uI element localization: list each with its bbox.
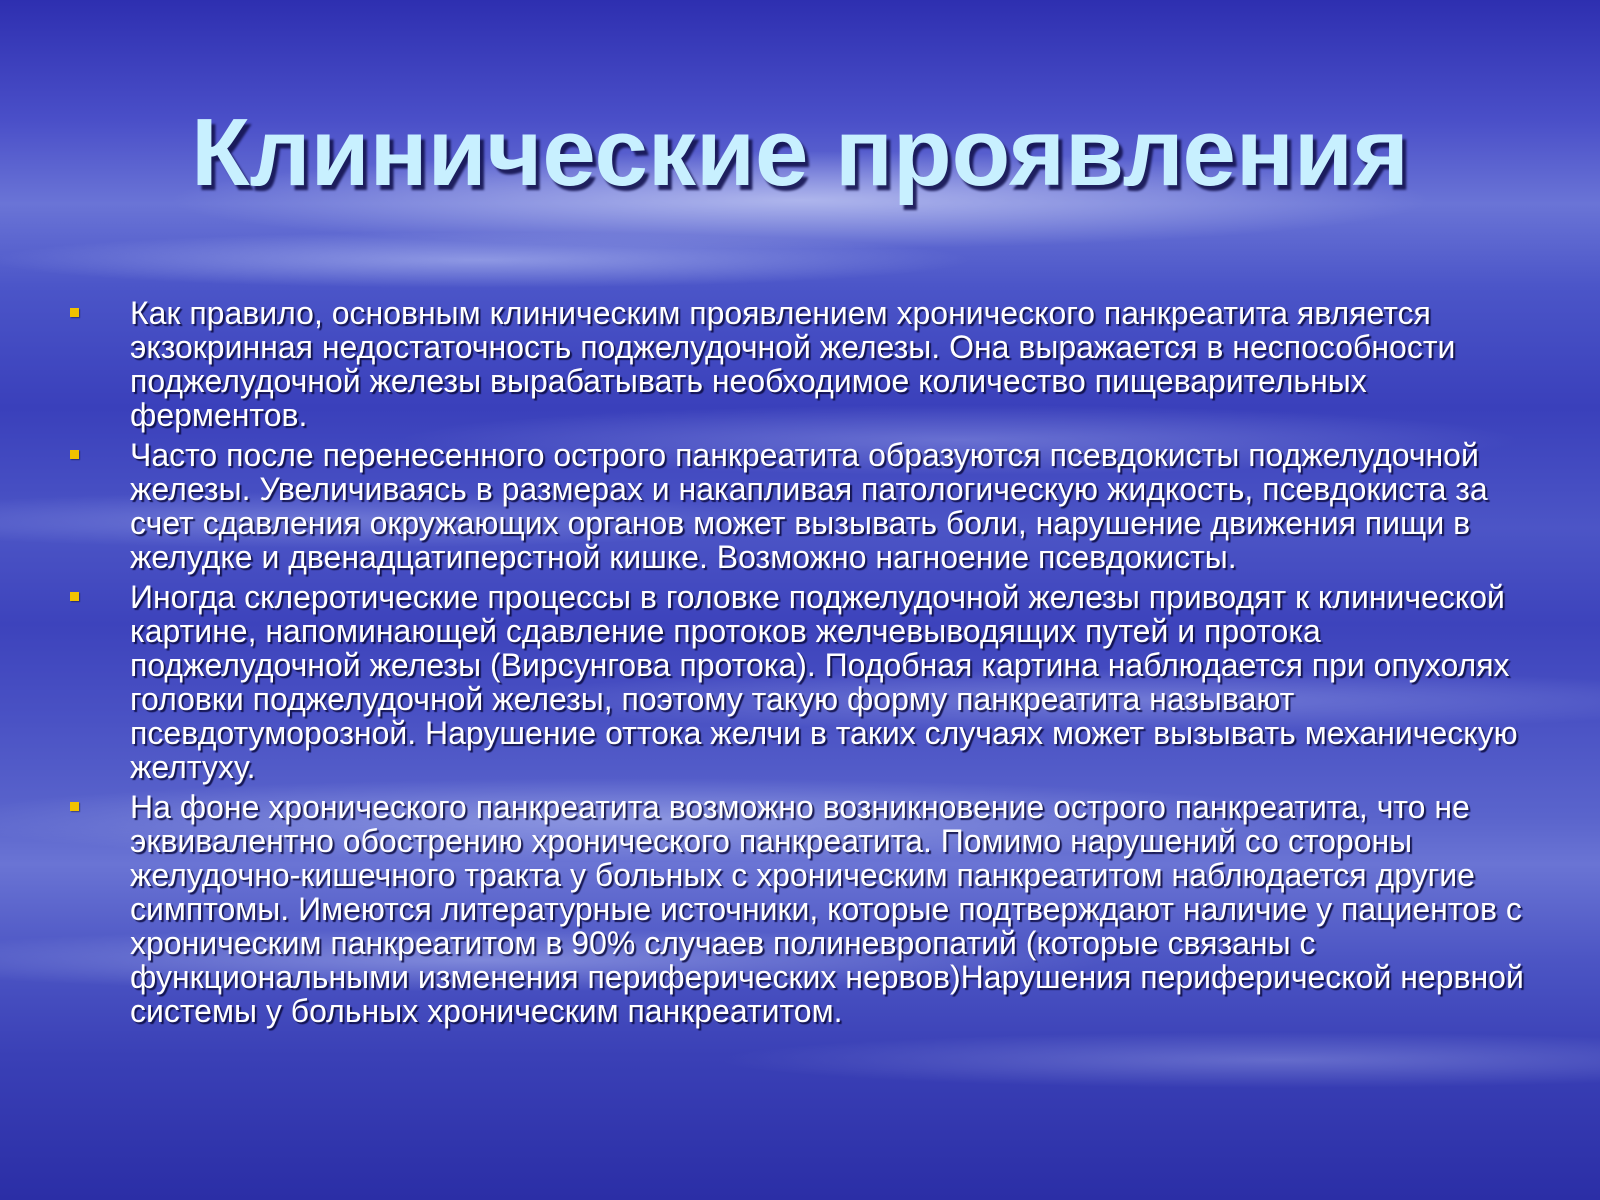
bullet-item: [70, 580, 1530, 784]
square-bullet-icon: [70, 450, 79, 459]
bullet-item: [70, 296, 1530, 432]
bullet-text: Часто после перенесенного острого панкреатита образуются псевдокисты поджелудочной железы. Увеличиваясь в размерах и накапливая патологическую жидкость, псевдокиста за счет сдавления окружающих органов может вызывать боли, нарушение движения пищи в желудке и двенадцатиперстной кишке. Возможно нагноение псевдокисты.: [130, 437, 1488, 575]
square-bullet-icon: [70, 592, 79, 601]
bullet-item: [70, 790, 1530, 1028]
bullet-list: [70, 296, 1530, 1034]
bullet-text: Иногда склеротические процессы в головке поджелудочной железы приводят к клинической картине, напоминающей сдавление протоков желчевыводящих путей и протока поджелудочной железы (Вирсунгова протока). Подобная картина наблюдается при опухолях головки поджелудочной железы, поэтому такую форму панкреатита называют псевдотуморозной. Нарушение оттока желчи в таких случаях может вызывать механическую желтуху.: [130, 579, 1518, 785]
square-bullet-icon: [70, 308, 79, 317]
slide-title: Клинические проявления: [191, 99, 1409, 206]
bullet-item: [70, 438, 1530, 574]
bullet-text: На фоне хронического панкреатита возможно возникновение острого панкреатита, что не эквивалентно обострению хронического панкреатита. Помимо нарушений со стороны желудочно-кишечного тракта у больных с хроническим панкреатитом наблюдается другие симптомы. Имеются литературные источники, которые подтверждают наличие у пациентов с хроническим панкреатитом в 90% случаев полиневропатий (которые связаны с функциональными изменения периферических нервов)Нарушения периферической нервной системы у больных хроническим панкреатитом.: [130, 789, 1524, 1029]
square-bullet-icon: [70, 802, 79, 811]
bullet-text: Как правило, основным клиническим проявлением хронического панкреатита является экзокринная недостаточность поджелудочной железы. Она выражается в неспособности поджелудочной железы вырабатывать необходимое количество пищеварительных ферментов.: [130, 295, 1456, 433]
